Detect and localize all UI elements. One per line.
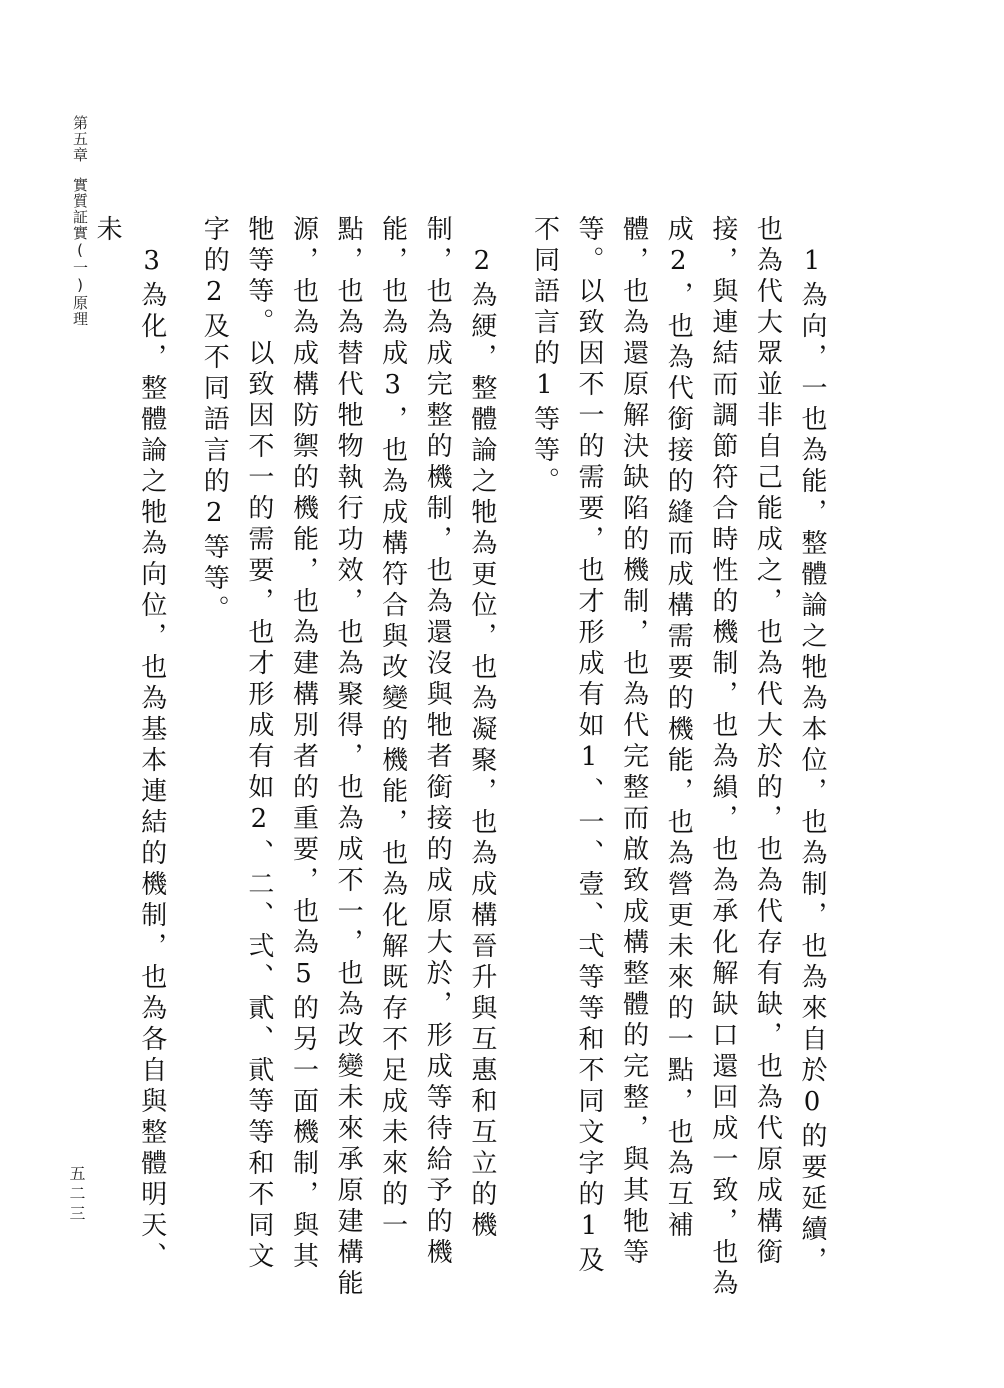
paragraph-1: 1為向，一也為能，整體論之牠為本位，也為制，也為來自於0的要延續，也為代大眾並非自己能成之，也為代大於的，也為代存有缺，也為代原成構銜接，與連結而調節符合時性的機制，也為縜，也為承化解缺口還回成一致，也為成2，也為代銜接的縫而成構需要的機能，也為營更未來的一點，也為互補體，也為還原解決缺陷的機制，也為代完整而啟致成構整體的完整，與其牠等等。以致因不一的需要，也才形成有如1、一、壹、弌等等和不同文字的1及不同語言的1等等。: [529, 215, 827, 1300]
chapter-label: 第五章: [71, 115, 89, 163]
page-number: 五二三: [67, 1165, 86, 1225]
chapter-title: 實質証實(一)原理: [71, 177, 89, 327]
text-body: [92, 215, 834, 1300]
paragraph-3: 3為化，整體論之牠為向位，也為基本連結的機制，也為各自與整體明天、未: [92, 215, 167, 1274]
paragraph-2: 2為綆，整體論之牠為更位，也為凝聚，也為成構晉升與互惠和互立的機制，也為成完整的機制，也為還沒與牠者銜接的成原大於，形成等待給予的機能，也為成3，也為成構符合與改變的機能，也為化解既存不足成未來的一點，也為替代牠物執行功效，也為聚得，也為成不一，也為改變未來承原建構能源，也為成構防禦的機能，也為建構別者的重要，也為5的另一面機制，與其牠等等。以致因不一的需要，也才形成有如2、二、弍、貳、貮等等和不同文字的2及不同語言的2等等。: [199, 215, 497, 1300]
